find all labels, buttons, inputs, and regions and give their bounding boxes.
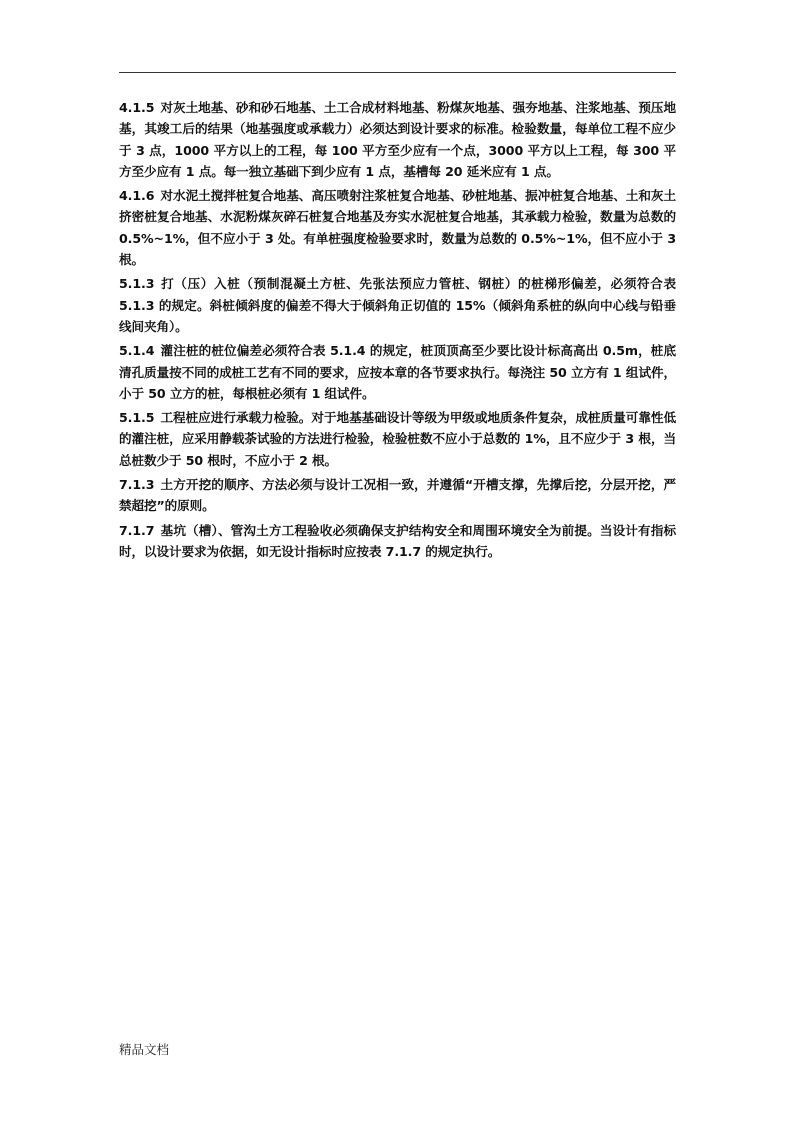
clause-5-1-3 — [119, 273, 676, 337]
clause-5-1-5 — [119, 407, 676, 471]
clause-number: 5.1.5 — [119, 410, 155, 426]
clause-text: 对水泥土搅拌桩复合地基、高压喷射注浆桩复合地基、砂桩地基、振冲桩复合地基、土和灰土挤密桩复合地基、水泥粉煤灰碎石桩复合地基及夯实水泥桩复合地基，其承载力检验，数量为总数的 0.5%~1%，但不应小于 3 处。有单桩强度检验要求时，数量为总数的 0.5%~1%，但不应小于 3 根。 — [119, 188, 676, 268]
clause-number: 4.1.6 — [119, 188, 155, 204]
clause-7-1-3 — [119, 474, 676, 517]
clause-text: 灌注桩的桩位偏差必须符合表 5.1.4 的规定，桩顶顶高至少要比设计标高高出 0.5m，桩底清孔质量按不同的成桩工艺有不同的要求，应按本章的各节要求执行。每浇注 50 立方有 1 组试件，小于 50 立方的桩，每根桩必须有 1 组试件。 — [119, 343, 676, 401]
clause-4-1-6 — [119, 185, 676, 270]
document-body — [119, 97, 676, 565]
clause-text: 工程桩应进行承载力检验。对于地基基础设计等级为甲级或地质条件复杂，成桩质量可靠性低的灌注桩，应采用静载荼试验的方法进行检验，检验桩数不应小于总数的 1%，且不应少于 3 根，当总桩数少于 50 根时，不应小于 2 根。 — [119, 410, 676, 468]
clause-number: 7.1.7 — [119, 522, 155, 538]
header-rule — [119, 72, 676, 73]
clause-number: 7.1.3 — [119, 477, 155, 493]
clause-text: 打（压）入桩（预制混凝土方桩、先张法预应力管桩、钢桩）的桩梯形偏差，必须符合表 5.1.3 的规定。斜桩倾斜度的偏差不得大于倾斜角正切值的 15%（倾斜角系桩的纵向中心线与铅垂线间夹角）。 — [119, 276, 676, 334]
clause-text: 基坑（槽）、管沟土方工程验收必须确保支护结构安全和周围环境安全为前提。当设计有指标时，以设计要求为依据，如无设计指标时应按表 7.1.7 的规定执行。 — [119, 522, 676, 559]
clause-4-1-5 — [119, 97, 676, 182]
clause-text: 土方开挖的顺序、方法必须与设计工况相一致，并遵循“开槽支撑，先撑后挖，分层开挖，严禁超挖”的原则。 — [119, 477, 676, 514]
footer-label: 精品文档 — [119, 1042, 170, 1057]
clause-text: 对灰土地基、砂和砂石地基、土工合成材料地基、粉煤灰地基、强夯地基、注浆地基、预压地基，其竣工后的结果（地基强度或承载力）必须达到设计要求的标准。检验数量，每单位工程不应少于 3 点，1000 平方以上的工程，每 100 平方至少应有一个点，3000 平方以上工程，每 300 平方至少应有 1 点。每一独立基础下到少应有 1 点，基槽每 20 延米应有 1 点。 — [119, 100, 676, 179]
clause-number: 5.1.4 — [119, 343, 155, 359]
clause-number: 5.1.3 — [119, 276, 155, 292]
clause-number: 4.1.5 — [119, 100, 155, 115]
clause-7-1-7 — [119, 520, 676, 563]
clause-5-1-4 — [119, 340, 676, 404]
